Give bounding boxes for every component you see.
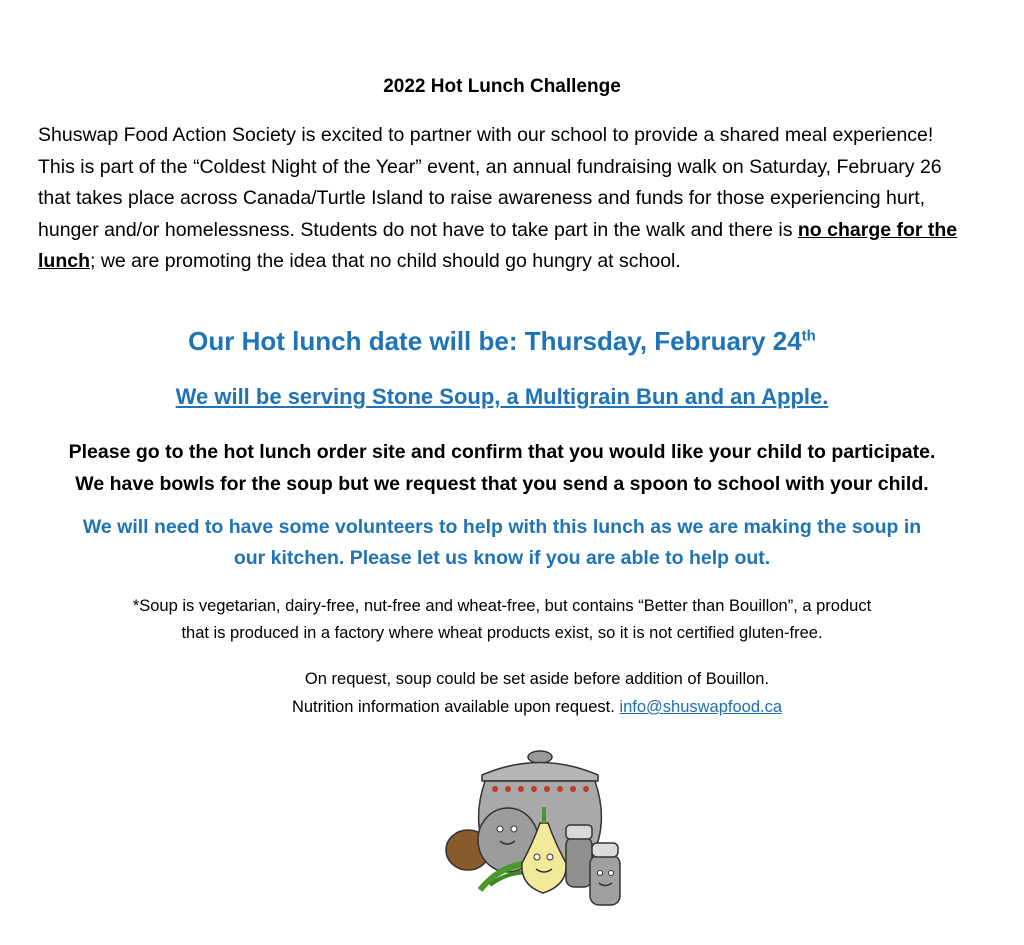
allergy-line-2: that is produced in a factory where wheat products exist, so it is not certified gluten-free.	[181, 624, 823, 642]
volunteer-line-1: We will need to have some volunteers to help with this lunch as we are making the soup in	[82, 516, 922, 538]
intro-text-before: Shuswap Food Action Society is excited to partner with our school to provide a shared meal experience! This is part of the “Coldest Night of the Year” event, an annual fundraising walk on Saturday, February 26 that takes place across Canada/Turtle Island to raise awareness and funds for those experiencing hurt, hunger and/or homelessness. Students do not have to take part in the walk and there is	[38, 124, 942, 241]
nutrition-text: Nutrition information available upon request.	[291, 698, 620, 716]
no-charge-emphasis: no charge for the lunch	[38, 218, 958, 273]
intro-paragraph	[38, 120, 973, 278]
volunteer-line-2: our kitchen. Please let us know if you are able to help out.	[233, 547, 771, 569]
order-instructions	[0, 436, 1004, 500]
allergy-line-1: *Soup is vegetarian, dairy-free, nut-free and wheat-free, but contains “Better than Bouillon”, a product	[132, 597, 872, 615]
request-line-2	[0, 693, 1024, 721]
order-line-2: We have bowls for the soup but we request that you send a spoon to school with your child.	[75, 473, 929, 495]
request-line-1: On request, soup could be set aside before addition of Bouillon.	[304, 670, 770, 688]
volunteer-request	[0, 512, 1004, 574]
lunch-date-text: Our Hot lunch date will be: Thursday, February 24	[188, 326, 802, 356]
email-link[interactable]: info@shuswapfood.ca	[619, 698, 783, 716]
menu-heading: We will be serving Stone Soup, a Multigrain Bun and an Apple.	[175, 384, 829, 409]
allergy-note	[0, 593, 1004, 647]
lunch-date-ordinal: th	[801, 327, 816, 345]
intro-text-after: ; we are promoting the idea that no child should go hungry at school.	[90, 250, 681, 273]
order-line-1: Please go to the hot lunch order site and confirm that you would like your child to participate.	[68, 441, 936, 463]
request-note	[0, 665, 1024, 721]
page-title: 2022 Hot Lunch Challenge	[383, 76, 621, 97]
stone-soup-pot-icon	[440, 745, 640, 915]
lunch-date-heading	[0, 326, 1004, 357]
